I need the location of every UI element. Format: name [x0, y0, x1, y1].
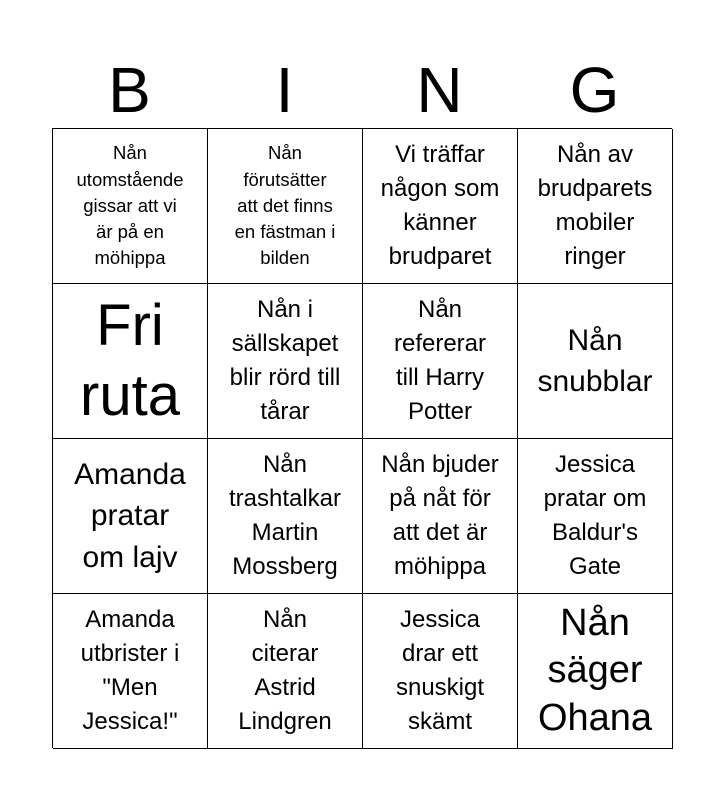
- header-letter-g: G: [569, 54, 620, 126]
- header-letter-b: B: [108, 54, 151, 126]
- bingo-cell-r4-c1[interactable]: Amanda utbrister i "Men Jessica!": [53, 594, 208, 749]
- bingo-cell-r1-c1[interactable]: Nån utomstående gissar att vi är på en möhippa: [53, 129, 208, 284]
- header-letter-i: I: [275, 54, 294, 126]
- bingo-cell-r1-c2[interactable]: Nån förutsätter att det finns en fästman i bilden: [208, 129, 363, 284]
- bingo-cell-r3-c2[interactable]: Nån trashtalkar Martin Mossberg: [208, 439, 363, 594]
- bingo-cell-r3-c3[interactable]: Nån bjuder på nåt för att det är möhippa: [363, 439, 518, 594]
- bingo-cell-r2-c4[interactable]: Nån snubblar: [518, 284, 673, 439]
- bingo-cell-r4-c2[interactable]: Nån citerar Astrid Lindgren: [208, 594, 363, 749]
- bingo-cell-r1-c3[interactable]: Vi träffar någon som känner brudparet: [363, 129, 518, 284]
- bingo-header: [52, 48, 672, 128]
- bingo-cell-r3-c4[interactable]: Jessica pratar om Baldur's Gate: [518, 439, 673, 594]
- header-letter-n: N: [416, 54, 463, 126]
- bingo-cell-r2-c2[interactable]: Nån i sällskapet blir rörd till tårar: [208, 284, 363, 439]
- bingo-board: [52, 128, 672, 748]
- bingo-cell-r4-c4[interactable]: Nån säger Ohana: [518, 594, 673, 749]
- bingo-cell-r2-c3[interactable]: Nån refererar till Harry Potter: [363, 284, 518, 439]
- bingo-cell-r3-c1[interactable]: Amanda pratar om lajv: [53, 439, 208, 594]
- bingo-cell-r4-c3[interactable]: Jessica drar ett snuskigt skämt: [363, 594, 518, 749]
- bingo-cell-r1-c4[interactable]: Nån av brudparets mobiler ringer: [518, 129, 673, 284]
- bingo-cell-free-space[interactable]: Fri ruta: [53, 284, 208, 439]
